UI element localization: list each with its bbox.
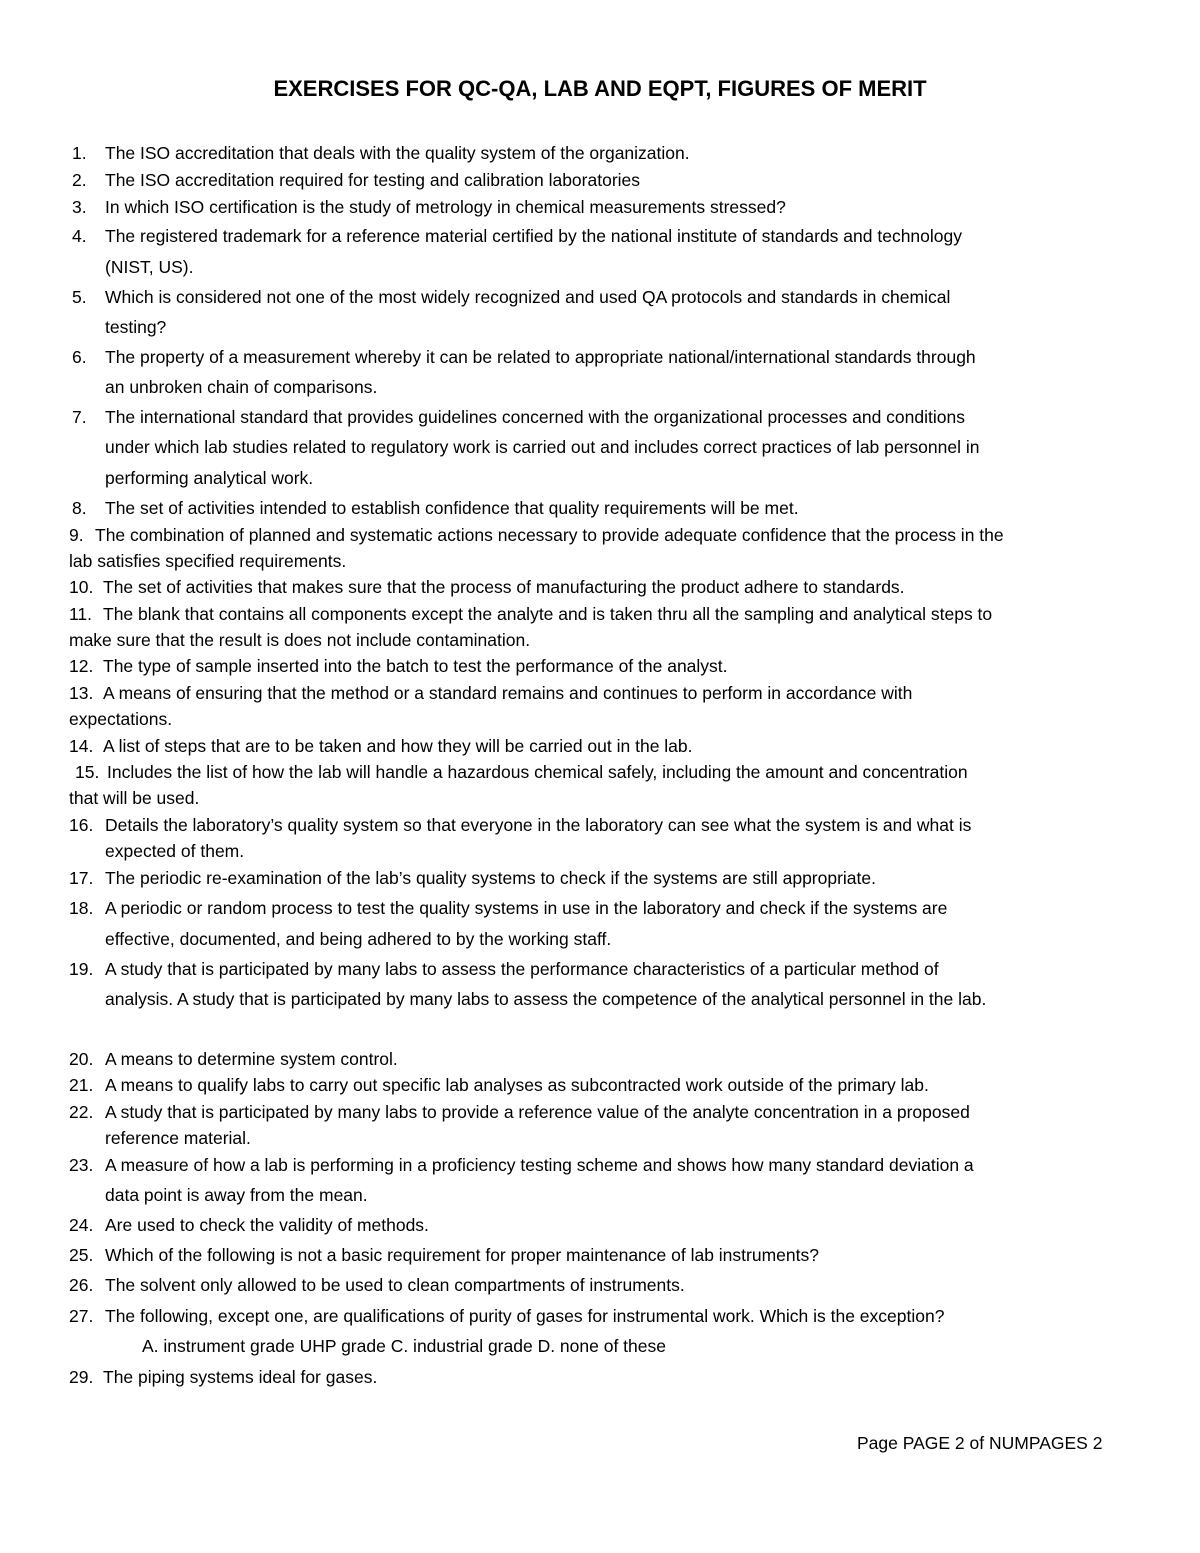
question-number: 11. (69, 604, 93, 624)
question-number: 24. (69, 1215, 94, 1235)
question-number: 26. (69, 1275, 94, 1295)
question-text-line: make sure that the result is does not include contamination. (69, 630, 531, 650)
question-text-line: The international standard that provides guidelines concerned with the organizational processes and conditions (105, 407, 965, 427)
question-text-line: expected of them. (105, 841, 245, 861)
question-number: 7. (72, 407, 87, 427)
question-number: 12. (69, 656, 94, 676)
question-text-line: The registered trademark for a reference material certified by the national institute of standards and technology (105, 226, 962, 246)
question-number: 9. (69, 525, 84, 545)
question-text-line: A means to qualify labs to carry out specific lab analyses as subcontracted work outside of the primary lab. (105, 1075, 929, 1095)
question-text-line: data point is away from the mean. (105, 1185, 368, 1205)
question-text-line: that will be used. (69, 788, 200, 808)
question-number: 3. (72, 197, 87, 217)
question-number: 14. (69, 736, 94, 756)
question-text-line: The ISO accreditation required for testing and calibration laboratories (105, 170, 641, 190)
question-number: 10. (69, 577, 94, 597)
question-text-line: A means of ensuring that the method or a standard remains and continues to perform in accordance with (103, 683, 913, 703)
question-text-line: A study that is participated by many labs to provide a reference value of the analyte concentration in a proposed (105, 1102, 970, 1122)
question-text-line: under which lab studies related to regulatory work is carried out and includes correct practices of lab personnel in (105, 437, 980, 457)
question-number: 22. (69, 1102, 94, 1122)
question-text-line: A means to determine system control. (105, 1049, 398, 1069)
question-text-line: performing analytical work. (105, 468, 314, 488)
question-text-line: The ISO accreditation that deals with the quality system of the organization. (105, 143, 690, 163)
question-number: 16. (69, 815, 94, 835)
question-text-line: The property of a measurement whereby it can be related to appropriate national/international standards through (105, 347, 976, 367)
question-text-line: The blank that contains all components except the analyte and is taken thru all the sampling and analytical steps to (103, 604, 993, 624)
question-number: 4. (72, 226, 87, 246)
question-number: 1. (72, 143, 87, 163)
question-number: 15. (75, 762, 100, 782)
question-text-line: Are used to check the validity of methods. (105, 1215, 429, 1235)
question-text-line: effective, documented, and being adhered to by the working staff. (105, 929, 612, 949)
question-number: 23. (69, 1155, 94, 1175)
document-title: EXERCISES FOR QC-QA, LAB AND EQPT, FIGURES OF MERIT (273, 76, 927, 101)
question-text-line: Includes the list of how the lab will handle a hazardous chemical safely, including the amount and concentration (107, 762, 968, 782)
question-text-line: an unbroken chain of comparisons. (105, 377, 378, 397)
question-number: 6. (72, 347, 87, 367)
question-text-line: (NIST, US). (105, 257, 194, 277)
question-number: 19. (69, 959, 94, 979)
question-number: 18. (69, 898, 94, 918)
question-number: 8. (72, 498, 87, 518)
question-number: 5. (72, 287, 87, 307)
question-text-line: A measure of how a lab is performing in a proficiency testing scheme and shows how many standard deviation a (105, 1155, 974, 1175)
question-text-line: The periodic re-examination of the lab’s quality systems to check if the systems are still appropriate. (105, 868, 876, 888)
question-text-line: analysis. A study that is participated by many labs to assess the competence of the analytical personnel in the lab. (105, 989, 987, 1009)
question-number: 25. (69, 1245, 94, 1265)
question-text-line: The combination of planned and systematic actions necessary to provide adequate confidence that the process in the (95, 525, 1004, 545)
question-text-line: expectations. (69, 709, 173, 729)
question-text-line: reference material. (105, 1128, 251, 1148)
question-text-line: The set of activities intended to establish confidence that quality requirements will be met. (105, 498, 799, 518)
question-text-line: In which ISO certification is the study of metrology in chemical measurements stressed? (105, 197, 786, 217)
question-number: 21. (69, 1075, 94, 1095)
question-text-line: Which of the following is not a basic requirement for proper maintenance of lab instruments? (105, 1245, 819, 1265)
question-text-line: A periodic or random process to test the quality systems in use in the laboratory and check if the systems are (105, 898, 948, 918)
question-number: 17. (69, 868, 94, 888)
question-number: 2. (72, 170, 87, 190)
question-number: 29. (69, 1367, 94, 1387)
question-text-line: The piping systems ideal for gases. (103, 1367, 378, 1387)
question-text-line: The following, except one, are qualifications of purity of gases for instrumental work. Which is the exception? (105, 1306, 945, 1326)
question-text-line: lab satisfies specified requirements. (69, 551, 347, 571)
page-footer: Page PAGE 2 of NUMPAGES 2 (857, 1433, 1103, 1453)
question-text-line: Which is considered not one of the most widely recognized and used QA protocols and standards in chemical (105, 287, 951, 307)
question-text-line: A study that is participated by many labs to assess the performance characteristics of a particular method of (105, 959, 939, 979)
question-number: 20. (69, 1049, 94, 1069)
answer-options-line: A. instrument grade UHP grade C. industrial grade D. none of these (142, 1336, 666, 1356)
question-text-line: The set of activities that makes sure that the process of manufacturing the product adhere to standards. (103, 577, 905, 597)
question-number: 13. (69, 683, 94, 703)
question-text-line: The solvent only allowed to be used to clean compartments of instruments. (105, 1275, 685, 1295)
question-number: 27. (69, 1306, 94, 1326)
question-text-line: A list of steps that are to be taken and how they will be carried out in the lab. (103, 736, 693, 756)
question-text-line: The type of sample inserted into the batch to test the performance of the analyst. (103, 656, 728, 676)
question-text-line: Details the laboratory’s quality system so that everyone in the laboratory can see what the system is and what is (105, 815, 972, 835)
question-text-line: testing? (105, 317, 167, 337)
